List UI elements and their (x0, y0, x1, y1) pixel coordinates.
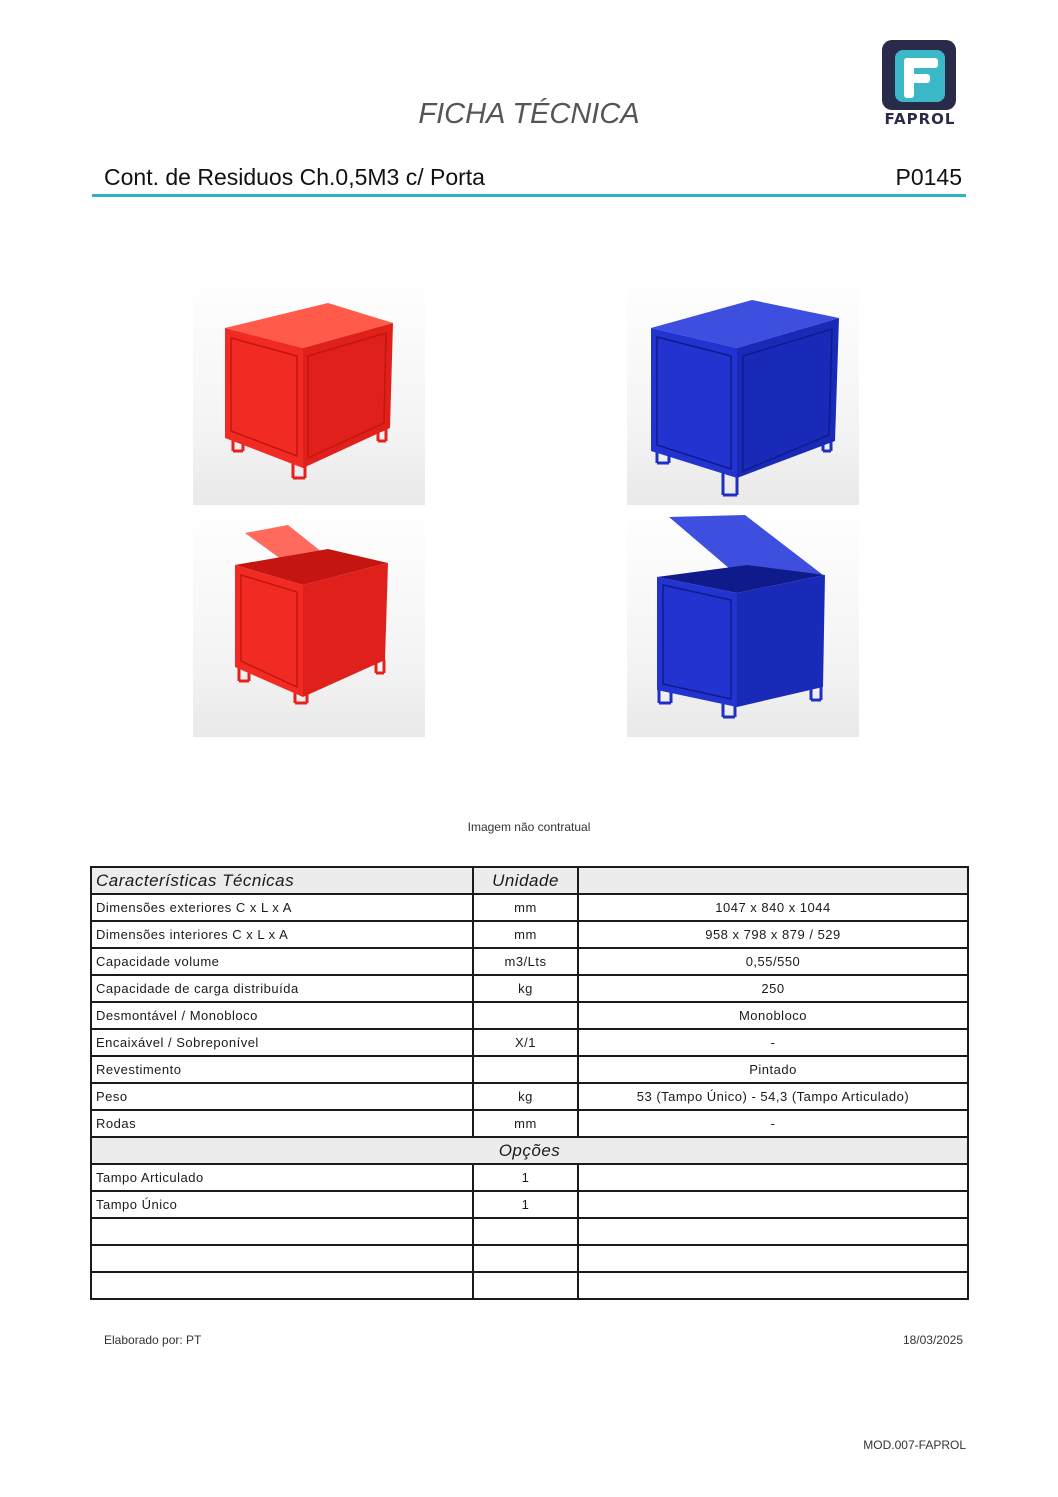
spec-label: Dimensões exteriores C x L x A (91, 894, 473, 921)
spec-unit: mm (473, 921, 578, 948)
table-row (91, 975, 968, 1002)
specs-header-row (91, 867, 968, 894)
table-row (91, 1029, 968, 1056)
spec-label: Capacidade volume (91, 948, 473, 975)
spec-unit: X/1 (473, 1029, 578, 1056)
spec-value: 1047 x 840 x 1044 (578, 894, 968, 921)
option-unit: 1 (473, 1164, 578, 1191)
spec-label: Peso (91, 1083, 473, 1110)
option-label: Tampo Articulado (91, 1164, 473, 1191)
table-row (91, 1245, 968, 1272)
header-characteristics: Características Técnicas (91, 867, 473, 894)
spec-value: - (578, 1029, 968, 1056)
specs-table (90, 866, 969, 1300)
spec-unit: m3/Lts (473, 948, 578, 975)
option-label (91, 1218, 473, 1245)
option-label: Tampo Único (91, 1191, 473, 1218)
option-unit (473, 1245, 578, 1272)
model-code: MOD.007-FAPROL (863, 1438, 966, 1452)
header-unit: Unidade (473, 867, 578, 894)
prepared-by: Elaborado por: PT (104, 1333, 202, 1347)
spec-label: Revestimento (91, 1056, 473, 1083)
spec-unit (473, 1056, 578, 1083)
spec-value: 0,55/550 (578, 948, 968, 975)
spec-unit: kg (473, 975, 578, 1002)
spec-label: Capacidade de carga distribuída (91, 975, 473, 1002)
table-row (91, 1272, 968, 1299)
spec-value: 250 (578, 975, 968, 1002)
table-row (91, 1164, 968, 1191)
option-value (578, 1164, 968, 1191)
options-header-row (91, 1137, 968, 1164)
logo-text: FAPROL (884, 110, 956, 128)
table-row (91, 894, 968, 921)
option-value (578, 1191, 968, 1218)
option-label (91, 1272, 473, 1299)
spec-label: Desmontável / Monobloco (91, 1002, 473, 1029)
spec-label: Dimensões interiores C x L x A (91, 921, 473, 948)
option-value (578, 1245, 968, 1272)
option-label (91, 1245, 473, 1272)
image-caption: Imagem não contratual (467, 820, 591, 834)
table-row (91, 1002, 968, 1029)
blue-container-open-image (627, 505, 859, 737)
blue-container-closed-image (627, 273, 859, 505)
document-title: FICHA TÉCNICA (418, 98, 640, 130)
spec-value: - (578, 1110, 968, 1137)
table-row (91, 1110, 968, 1137)
document-date: 18/03/2025 (902, 1333, 963, 1347)
table-row (91, 1083, 968, 1110)
spec-value: Pintado (578, 1056, 968, 1083)
spec-unit: kg (473, 1083, 578, 1110)
table-row (91, 1191, 968, 1218)
option-unit (473, 1218, 578, 1245)
option-unit (473, 1272, 578, 1299)
spec-label: Rodas (91, 1110, 473, 1137)
spec-value: Monobloco (578, 1002, 968, 1029)
option-value (578, 1272, 968, 1299)
table-row (91, 1218, 968, 1245)
red-container-closed-image (193, 273, 425, 505)
spec-label: Encaixável / Sobreponível (91, 1029, 473, 1056)
option-unit: 1 (473, 1191, 578, 1218)
option-value (578, 1218, 968, 1245)
red-container-open-image (193, 505, 425, 737)
product-code: P0145 (895, 164, 962, 190)
title-divider (92, 194, 966, 197)
header-value (578, 867, 968, 894)
table-row (91, 948, 968, 975)
spec-unit (473, 1002, 578, 1029)
spec-unit: mm (473, 1110, 578, 1137)
options-title: Opções (91, 1137, 968, 1164)
table-row (91, 1056, 968, 1083)
spec-unit: mm (473, 894, 578, 921)
spec-value: 958 x 798 x 879 / 529 (578, 921, 968, 948)
table-row (91, 921, 968, 948)
product-name: Cont. de Residuos Ch.0,5M3 c/ Porta (104, 164, 485, 190)
spec-value: 53 (Tampo Único) - 54,3 (Tampo Articulado) (578, 1083, 968, 1110)
